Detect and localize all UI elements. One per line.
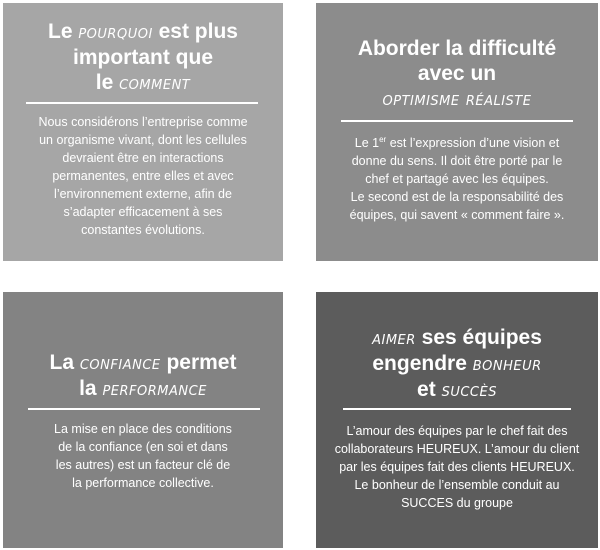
divider [28,408,260,410]
title-line [316,377,598,403]
title-text: et [417,378,442,401]
card-aimer [316,292,598,548]
body-line: donne du sens. Il doit être porté par le [351,154,563,168]
title-line [3,350,283,376]
body-line: collaborateurs HEUREUX. L’amour du client [334,442,580,456]
body-line: s’adapter efficacement à ses [63,205,223,219]
title-text: engendre [372,352,473,375]
title-text: important que [73,46,213,69]
title-line [316,86,598,112]
title-line [316,351,598,377]
card-title [316,36,598,112]
ordinal-superscript: er [379,134,387,144]
card-body [328,134,586,224]
title-handwritten-word: succès [441,380,497,401]
title-line [316,36,598,61]
title-text: La [49,351,80,374]
body-line: l’environnement externe, afin de [54,187,232,201]
title-text: Aborder la difficulté [357,37,557,60]
title-line [3,19,283,45]
card-title [3,19,283,96]
title-handwritten-word: aimer [372,328,416,349]
body-line: de la confiance (en soi et dans [58,440,228,454]
title-handwritten-word: optimisme réaliste [382,89,532,110]
body-line: un organisme vivant, dont les cellules [39,133,247,147]
title-text: la [79,377,103,400]
title-handwritten-word: performance [102,379,207,400]
card-optimisme [316,3,598,261]
card-body [328,422,586,512]
body-line: Le bonheur de l’ensemble conduit au [354,478,560,492]
title-handwritten-word: bonheur [472,354,542,375]
title-text: ses équipes [415,326,542,349]
title-line [3,70,283,96]
body-line: Nous considérons l’entreprise comme [38,115,248,129]
body-line: équipes, qui savent « comment faire ». [349,208,565,222]
divider [26,102,258,104]
body-line: chef et partagé avec les équipes. [365,172,549,186]
body-line: Le 1er est l’expression d’une vision et [354,134,560,150]
card-title [316,325,598,403]
body-line: constantes évolutions. [81,223,205,237]
title-handwritten-word: confiance [79,353,161,374]
card-pourquoi [3,3,283,261]
divider [341,120,573,122]
card-title [3,350,283,402]
title-line [316,61,598,86]
title-line [3,376,283,402]
divider [343,408,571,410]
card-body [15,113,271,239]
body-line: Le second est de la responsabilité des [350,190,564,204]
title-text: le [95,71,120,94]
title-text: permet [160,351,237,374]
title-handwritten-word: pourquoi [78,22,153,43]
body-line: les autres) est un facteur clé de [55,458,231,472]
card-confiance [3,292,283,548]
title-text: est plus [152,20,238,43]
body-line: L’amour des équipes par le chef fait des [346,424,568,438]
body-line: La mise en place des conditions [54,422,232,436]
card-body [15,420,271,492]
body-line: la performance collective. [72,476,214,490]
title-text: avec un [417,62,497,85]
body-line: par les équipes fait des clients HEUREUX. [339,460,575,474]
title-handwritten-word: comment [119,73,191,94]
title-text: Le [48,20,79,43]
body-line: SUCCES du groupe [401,496,513,510]
title-line [316,325,598,351]
title-line [3,45,283,70]
body-line: permanentes, entre elles et avec [52,169,234,183]
body-line: devraient être en interactions [62,151,224,165]
